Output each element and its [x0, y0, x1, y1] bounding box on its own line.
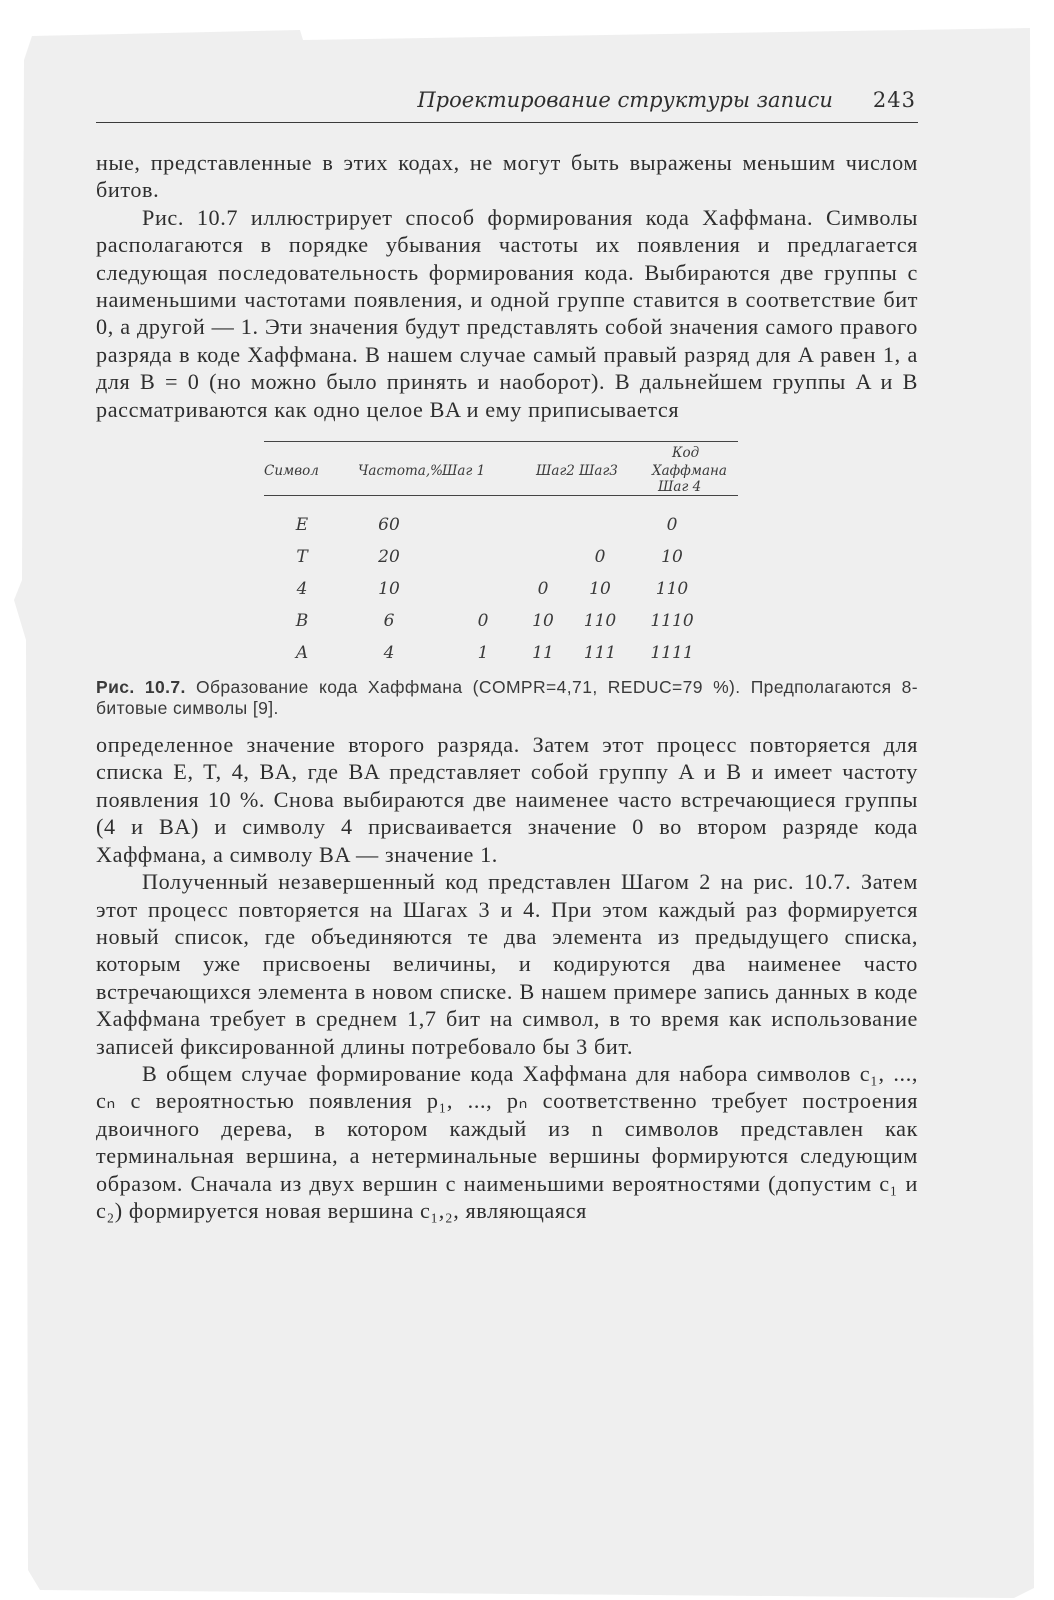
col-header-code-line1: Код: [672, 445, 700, 462]
table-cell-step3: 0: [594, 547, 606, 568]
table-cell-symbol: T: [296, 547, 308, 568]
paragraph-continuation: ные, представленные в этих кодах, не могут быть выражены меньшим числом битов.: [96, 150, 918, 203]
paragraph-general-case: В общем случае формирование кода Хаффмана для набора символов c₁, ..., cₙ с вероятностью появления p₁, ..., pₙ соответственно требует построения двоичного дерева, в котором каждый из n символов представлен как терминальная вершина, а нетерминальные вершины формируются следующим образом. Сначала из двух вершин с наименьшими вероятностями (допустим c₁ и c₂) формируется новая вершина c₁,₂, являющаяся: [96, 1060, 918, 1223]
table-cell-step2: 11: [532, 643, 554, 664]
col-header-step1: Шаг 1: [442, 463, 486, 480]
table-cell-freq: 6: [383, 611, 395, 632]
table-cell-step2: 10: [532, 611, 554, 632]
col-header-frequency: Частота,%: [358, 463, 443, 480]
col-header-step3: Шаг3: [579, 463, 618, 480]
col-header-code-line3: Шаг 4: [658, 479, 702, 496]
paragraph-huffman-intro: Рис. 10.7 иллюстрирует способ формирования кода Хаффмана. Символы располагаются в порядке убывания частоты их появления и предлагается следующая последовательность формирования кода. Выбираются две группы с наименьшими частотами появления, и одной группе ставится в соответствие бит 0, а другой — 1. Эти значения будут представлять собой значения самого правого разряда в коде Хаффмана. В нашем случае самый правый разряд для A равен 1, а для B = 0 (но можно было принять и наоборот). В дальнейшем группы A и B рассматриваются как одно целое BA и ему приписывается: [96, 204, 918, 422]
table-cell-code: 1111: [650, 643, 694, 664]
table-cell-symbol: 4: [296, 579, 308, 600]
table-cell-symbol: E: [295, 515, 309, 536]
table-cell-code: 0: [666, 515, 678, 536]
caption-label: Рис. 10.7.: [96, 677, 186, 698]
caption-text: Образование кода Хаффмана (COMPR=4,71, REDUC=79 %). Предполагаются 8-битовые символы [9].: [96, 677, 919, 719]
paragraph-steps: Полученный незавершенный код представлен Шагом 2 на рис. 10.7. Затем этот процесс повторяется на Шагах 3 и 4. При этом каждый раз формируется новый список, где объединяются те два элемента из предыдущего списка, которым уже присвоены величины, и кодируются два наименее часто встречающихся элемента в новом списке. В нашем примере запись данных в коде Хаффмана требует в среднем 1,7 бит на символ, в то время как использование записей фиксированной длины потребовало бы 3 бит.: [96, 869, 918, 1059]
running-title: Проектирование структуры записи: [417, 88, 833, 112]
header-rule: [96, 122, 918, 123]
figure-caption: [96, 677, 918, 719]
table-cell-step2: 0: [537, 579, 549, 600]
table-cell-step1: 0: [477, 611, 489, 632]
table-cell-freq: 20: [378, 547, 400, 568]
figure-10-7: [96, 441, 919, 719]
table-cell-symbol: A: [295, 643, 309, 664]
table-cell-freq: 60: [378, 515, 400, 536]
col-header-symbol: Символ: [264, 463, 319, 480]
table-cell-step3: 110: [583, 611, 617, 632]
page-number: 243: [872, 88, 916, 112]
table-cell-freq: 4: [383, 643, 395, 664]
col-header-code-line2: Хаффмана: [652, 463, 727, 480]
table-top-rule: [264, 441, 738, 442]
table-cell-step3: 10: [589, 579, 611, 600]
table-cell-code: 110: [655, 579, 689, 600]
table-cell-freq: 10: [378, 579, 400, 600]
document-page: [96, 88, 918, 1224]
table-cell-code: 1110: [650, 611, 694, 632]
paragraph-second-digit: определенное значение второго разряда. Затем этот процесс повторяется для списка E, T, 4, BA, где BA представляет собой группу A и B и имеет частоту появления 10 %. Снова выбираются две наименее часто встречающиеся группы (4 и BA) и символу 4 присваивается значение 0 во втором разряде кода Хаффмана, а символу BA — значение 1.: [96, 732, 918, 867]
table-cell-symbol: B: [295, 611, 309, 632]
table-cell-step3: 111: [583, 643, 617, 664]
table-cell-code: 10: [661, 547, 683, 568]
table-header-rule: [264, 495, 738, 496]
table-cell-step1: 1: [477, 643, 489, 664]
running-header: [96, 88, 918, 120]
col-header-step2: Шаг2: [536, 463, 575, 480]
